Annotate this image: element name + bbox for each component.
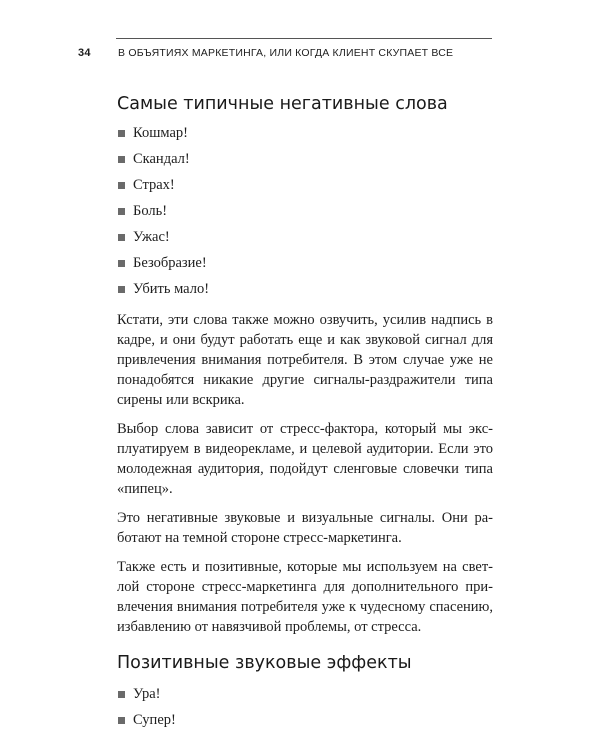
square-bullet-icon [118,717,125,724]
list-item [117,198,493,224]
positive-effects-list [117,681,493,733]
square-bullet-icon [118,130,125,137]
running-title: В ОБЪЯТИЯХ МАРКЕТИНГА, ИЛИ КОГДА КЛИЕНТ СКУПАЕТ ВСЕ [118,47,454,59]
page-number: 34 [78,47,91,59]
list-item-text: Ура! [133,686,161,702]
section-heading-negative-words: Самые типичные негативные слова [117,94,448,114]
square-bullet-icon [118,182,125,189]
list-item-text: Безобразие! [133,255,207,271]
list-item [117,250,493,276]
square-bullet-icon [118,691,125,698]
list-item-text: Боль! [133,203,168,219]
list-item [117,172,493,198]
section-heading-positive-effects: Позитивные звуковые эффекты [117,653,412,673]
list-item [117,146,493,172]
square-bullet-icon [118,234,125,241]
body-paragraph: Кстати, эти слова также можно озвучить, усилив надпись в кадре, и они будут работать еще и как звуковой сигнал для привлечения внимания потребителя. В этом случае уже не понадобятся никакие другие сигналы-раздражители типа сирены или вскрика. [117,312,493,408]
page-body [117,92,493,733]
body-paragraph: Также есть и позитивные, которые мы используем на светлой стороне стресс-маркетинга для дополнительного привлечения внимания потребителя уже к чудесному спасению, избавлению от навязчивой проблемы, от стресса. [117,559,493,635]
body-paragraph: Это негативные звуковые и визуальные сигналы. Они работают на темной стороне стресс-маркетинга. [117,510,493,546]
list-item-text: Убить мало! [133,281,210,297]
negative-words-list [117,120,493,302]
list-item [117,681,493,707]
list-item [117,224,493,250]
square-bullet-icon [118,208,125,215]
list-item-text: Ужас! [133,229,170,245]
square-bullet-icon [118,260,125,267]
list-item [117,120,493,146]
body-paragraph: Выбор слова зависит от стресс-фактора, который мы эксплуатируем в видеорекламе, и целевой аудитории. Если это молодежная аудитория, подойдут сленговые словечки типа «пипец». [117,421,493,497]
list-item-text: Супер! [133,712,176,728]
list-item [117,707,493,733]
list-item-text: Страх! [133,177,175,193]
square-bullet-icon [118,156,125,163]
list-item-text: Скандал! [133,151,190,167]
square-bullet-icon [118,286,125,293]
list-item-text: Кошмар! [133,125,188,141]
list-item [117,276,493,302]
